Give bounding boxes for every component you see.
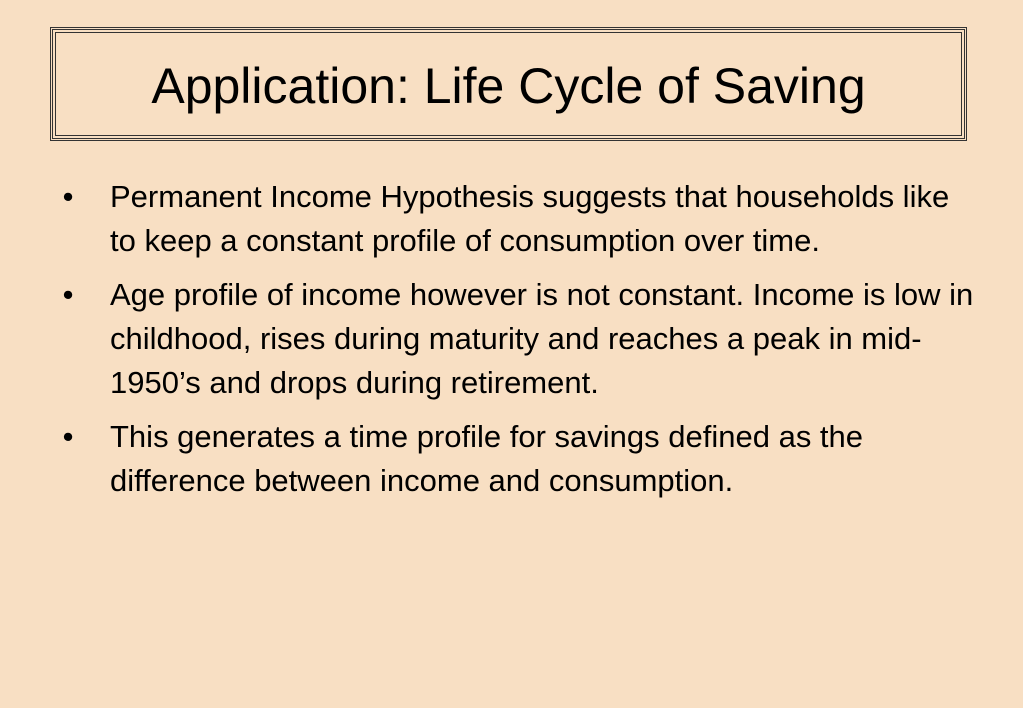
bullet-list	[58, 175, 978, 513]
bullet-dot-icon: •	[62, 179, 74, 214]
bullet-item	[58, 415, 978, 503]
slide-title: Application: Life Cycle of Saving	[151, 58, 866, 114]
bullet-item	[58, 273, 978, 405]
title-box	[50, 27, 967, 141]
bullet-text: Age profile of income however is not constant. Income is low in childhood, rises during maturity and reaches a peak in mid-1950’s and drops during retirement.	[110, 277, 974, 400]
bullet-text: This generates a time profile for savings defined as the difference between income and consumption.	[110, 419, 864, 498]
bullet-dot-icon: •	[62, 419, 74, 454]
bullet-dot-icon: •	[62, 277, 74, 312]
bullet-text: Permanent Income Hypothesis suggests that households like to keep a constant profile of consumption over time.	[110, 179, 950, 258]
bullet-item	[58, 175, 978, 263]
